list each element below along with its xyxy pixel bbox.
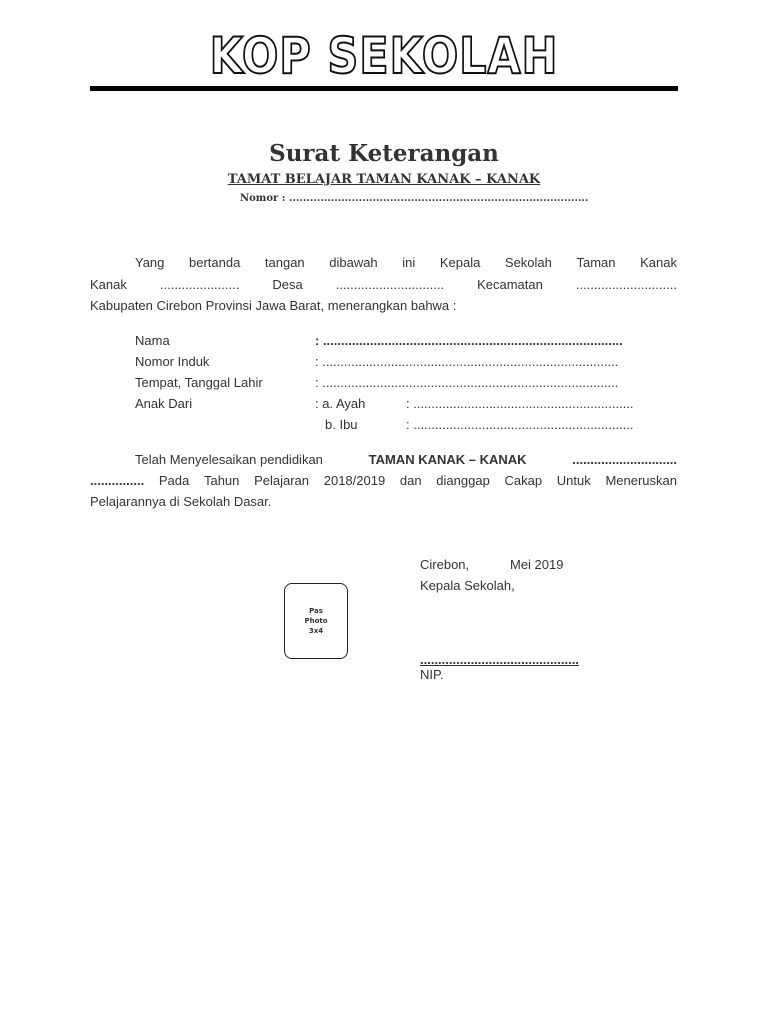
photo-label: Photo bbox=[304, 617, 328, 625]
intro-word: tangan bbox=[264, 255, 305, 270]
signature-name-line: ............................................ bbox=[420, 652, 579, 667]
intro-word: Yang bbox=[135, 255, 165, 270]
signature-city: Cirebon, bbox=[420, 557, 470, 572]
parent-label: Anak Dari bbox=[135, 396, 193, 411]
statement-text: Telah Menyelesaikan pendidikan bbox=[135, 452, 323, 467]
school-name-blank: ............................. bbox=[572, 452, 677, 467]
father-field: : ............................................................. bbox=[406, 396, 634, 411]
statement-word: dan bbox=[399, 473, 422, 488]
statement-word: Untuk bbox=[556, 473, 591, 488]
student-number-label: Nomor Induk bbox=[135, 354, 210, 369]
name-field: : ................................................................................... bbox=[315, 333, 623, 348]
intro-line-1 bbox=[135, 255, 677, 270]
village-blank: ...................... bbox=[159, 277, 240, 292]
intro-word: dibawah bbox=[329, 255, 378, 270]
name-label: Nama bbox=[135, 333, 170, 348]
intro-word: Taman bbox=[576, 255, 616, 270]
letter-subtitle: TAMAT BELAJAR TAMAN KANAK – KANAK bbox=[227, 172, 541, 187]
intro-word: Desa bbox=[272, 277, 303, 292]
statement-word: Meneruskan bbox=[605, 473, 677, 488]
school-letterhead: KOP SEKOLAH bbox=[209, 27, 559, 85]
photo-placeholder bbox=[284, 583, 348, 659]
statement-word: dianggap bbox=[436, 473, 490, 488]
mother-label: b. Ibu bbox=[325, 417, 358, 432]
statement-line-1 bbox=[135, 452, 677, 467]
birth-place-date-field: : .................................................................................. bbox=[315, 375, 619, 390]
intro-line-2 bbox=[90, 277, 677, 292]
student-number-field: : .................................................................................. bbox=[315, 354, 619, 369]
letterhead-rule bbox=[90, 86, 678, 91]
school-name-blank: ............... bbox=[90, 473, 145, 488]
birth-place-date-label: Tempat, Tanggal Lahir bbox=[135, 375, 263, 390]
statement-word: Cakap bbox=[504, 473, 543, 488]
intro-word: bertanda bbox=[188, 255, 241, 270]
intro-word: Kanak bbox=[640, 255, 677, 270]
letter-title: Surat Keterangan bbox=[269, 140, 499, 167]
intro-word: Kecamatan bbox=[477, 277, 543, 292]
signature-nip: NIP. bbox=[420, 667, 444, 682]
intro-word: Kanak bbox=[90, 277, 127, 292]
signature-position: Kepala Sekolah, bbox=[420, 578, 515, 593]
father-label: : a. Ayah bbox=[315, 396, 366, 411]
photo-size-label: 3x4 bbox=[308, 627, 324, 635]
statement-word: Tahun bbox=[203, 473, 240, 488]
statement-line-3: Pelajarannya di Sekolah Dasar. bbox=[90, 494, 272, 509]
statement-line-2 bbox=[90, 473, 677, 488]
statement-word: Pelajaran bbox=[254, 473, 310, 488]
letter-number: Nomor : ...................................................................................... bbox=[240, 193, 589, 204]
school-level-text: TAMAN KANAK – KANAK bbox=[368, 452, 527, 467]
statement-word: Pada bbox=[158, 473, 190, 488]
photo-label: Pas bbox=[309, 607, 323, 615]
intro-word: ini bbox=[402, 255, 416, 270]
kecamatan-blank: ............................ bbox=[575, 277, 677, 292]
intro-line-3: Kabupaten Cirebon Provinsi Jawa Barat, menerangkan bahwa : bbox=[90, 298, 457, 313]
signature-date: Mei 2019 bbox=[510, 557, 564, 572]
desa-blank: .............................. bbox=[335, 277, 445, 292]
intro-word: Kepala bbox=[439, 255, 481, 270]
intro-word: Sekolah bbox=[504, 255, 552, 270]
academic-year: 2018/2019 bbox=[323, 473, 386, 488]
mother-field: : ............................................................. bbox=[406, 417, 634, 432]
